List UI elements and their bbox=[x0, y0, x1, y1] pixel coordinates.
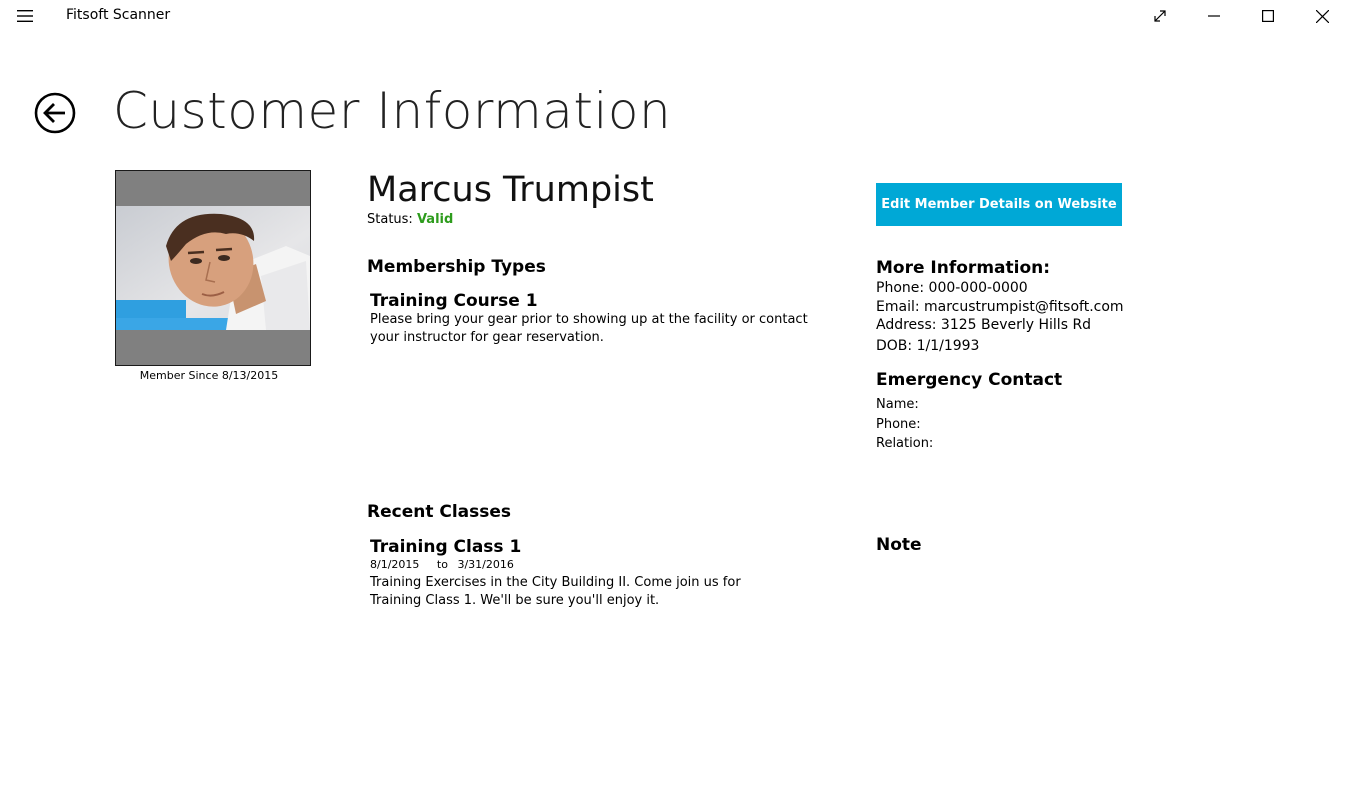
avatar-frame bbox=[115, 170, 311, 366]
emergency-name: Name: bbox=[876, 397, 919, 412]
class-description: Training Exercises in the City Building II. Come join us for Training Class 1. We'll be sure you'll enjoy it. bbox=[370, 575, 741, 608]
email-value: Email: marcustrumpist@fitsoft.com bbox=[876, 299, 1124, 315]
page-title: Customer Information bbox=[113, 82, 672, 140]
class-dates: 8/1/2015 to 3/31/2016 bbox=[370, 558, 514, 571]
phone-value: Phone: 000-000-0000 bbox=[876, 280, 1028, 296]
back-arrow-icon bbox=[34, 92, 76, 134]
member-since: Member Since 8/13/2015 bbox=[139, 369, 279, 382]
dob-value: DOB: 1/1/1993 bbox=[876, 338, 980, 354]
membership-description: Please bring your gear prior to showing up at the facility or contact your instructor for gear reservation. bbox=[370, 312, 808, 345]
minimize-icon[interactable] bbox=[1191, 0, 1237, 32]
status-badge: Valid bbox=[416, 212, 454, 227]
emergency-contact-heading: Emergency Contact bbox=[876, 370, 1063, 390]
emergency-relation: Relation: bbox=[876, 436, 934, 451]
emergency-phone: Phone: bbox=[876, 417, 921, 432]
avatar bbox=[116, 206, 310, 330]
customer-name: Marcus Trumpist bbox=[367, 170, 654, 210]
membership-types-heading: Membership Types bbox=[367, 257, 546, 277]
expand-icon[interactable] bbox=[1137, 0, 1183, 32]
hamburger-icon[interactable] bbox=[12, 5, 38, 27]
close-icon[interactable] bbox=[1299, 0, 1345, 32]
status-line bbox=[367, 212, 453, 227]
edit-member-details-button[interactable]: Edit Member Details on Website bbox=[876, 183, 1122, 226]
more-information-heading: More Information: bbox=[876, 258, 1051, 278]
membership-title: Training Course 1 bbox=[370, 291, 538, 311]
app-title: Fitsoft Scanner bbox=[66, 7, 171, 23]
maximize-icon[interactable] bbox=[1245, 0, 1291, 32]
recent-classes-heading: Recent Classes bbox=[367, 502, 512, 522]
title-bar bbox=[0, 0, 1350, 32]
note-heading: Note bbox=[876, 535, 922, 555]
class-title: Training Class 1 bbox=[370, 537, 522, 557]
status-label: Status: bbox=[367, 212, 413, 227]
address-value: Address: 3125 Beverly Hills Rd bbox=[876, 317, 1092, 333]
back-button[interactable] bbox=[34, 92, 76, 134]
